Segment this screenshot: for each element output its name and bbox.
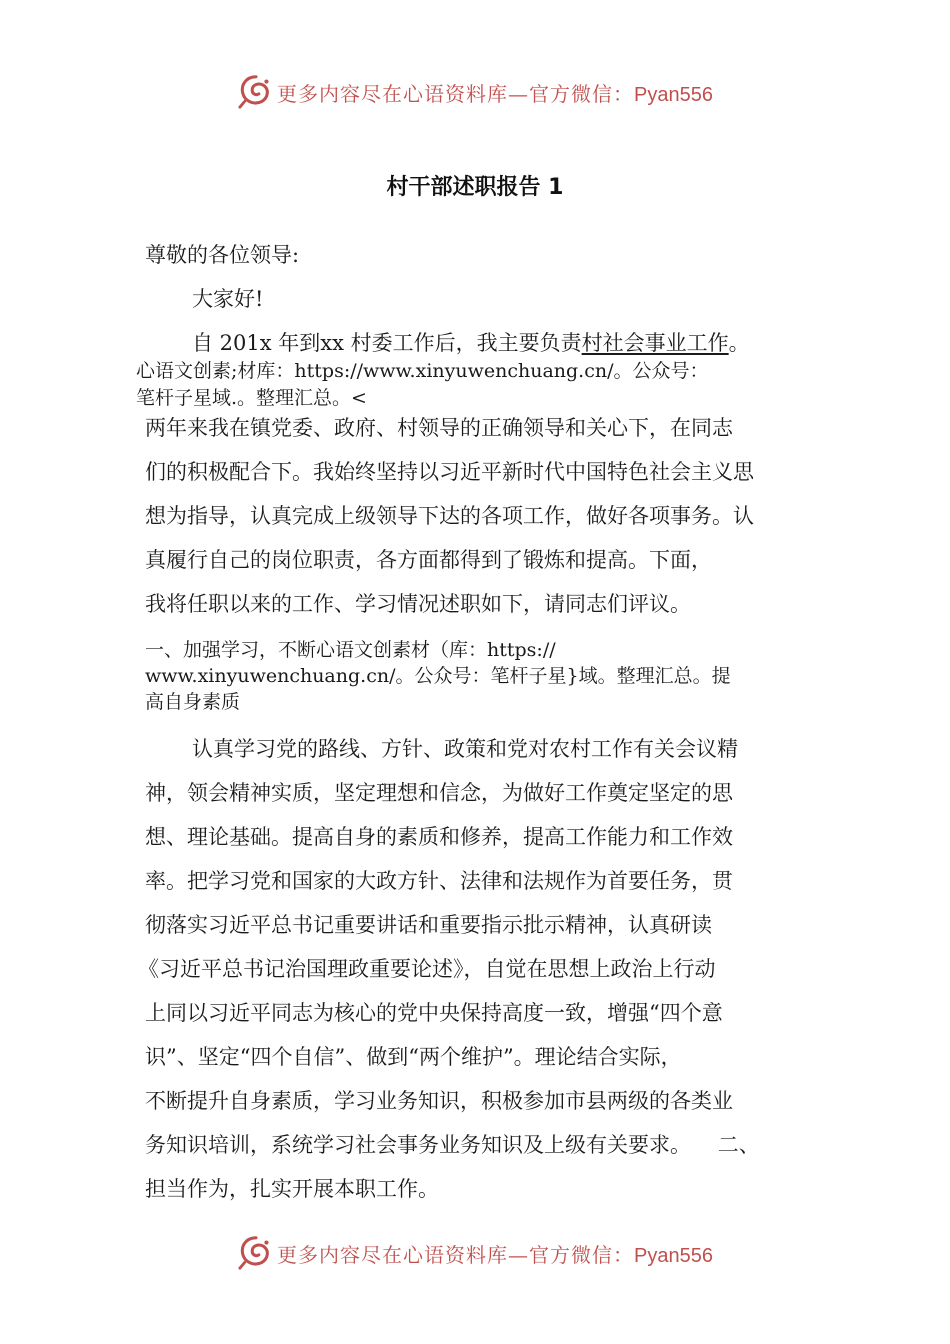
paragraph-line: 识”、坚定“四个自信”、做到“两个维护”。理论结合实际， — [145, 1045, 682, 1069]
paragraph-line: 率。把学习党和国家的大政方针、法律和法规作为首要任务，贯 — [145, 869, 733, 893]
hello-line: 大家好! — [192, 287, 264, 311]
paragraph-line: 《习近平总书记治国理政重要论述》，自觉在思想上政治上行动 — [138, 957, 716, 981]
section-heading-line: www.xinyuwenchuang.cn/。公众号：笔杆子星}域。整理汇总。提 — [145, 665, 731, 687]
paragraph-line: 不断提升自身素质，学习业务知识，积极参加市县两级的各类业 — [145, 1089, 733, 1113]
header-banner — [0, 72, 950, 112]
underlined-text: 村社会事业工作 — [581, 331, 729, 355]
document-title: 村干部述职报告 1 — [386, 175, 564, 200]
section-heading-line: 高自身素质 — [145, 691, 241, 713]
red-swirl-logo-icon — [237, 1234, 275, 1272]
banner-text: 更多内容尽在心语资料库—官方微信：Pyan556 — [277, 81, 713, 106]
paragraph-line: 务知识培训，系统学习社会事务业务知识及上级有关要求。 二、 — [145, 1133, 760, 1157]
paragraph-line: 上同以习近平同志为核心的党中央保持高度一致，增强“四个意 — [145, 1001, 723, 1025]
paragraph-line: 我将任职以来的工作、学习情况述职如下，请同志们评议。 — [145, 592, 691, 616]
footer-banner — [0, 1233, 950, 1273]
paragraph-line: 想、理论基础。提高自身的素质和修养，提高工作能力和工作效 — [145, 825, 733, 849]
banner-text: 更多内容尽在心语资料库—官方微信：Pyan556 — [277, 1242, 713, 1267]
paragraph-line: 两年来我在镇党委、政府、村领导的正确领导和关心下，在同志 — [145, 416, 733, 440]
paragraph-line: 彻落实习近平总书记重要讲话和重要指示批示精神，认真研读 — [145, 913, 712, 937]
paragraph-line: 认真学习党的路线、方针、政策和党对农村工作有关会议精 — [192, 737, 738, 761]
greeting: 尊敬的各位领导: — [145, 243, 300, 267]
intro-line-3: 笔杆子星域.。整理汇总。< — [136, 387, 367, 409]
intro-line-2: 心语文创素;材库：https://www.xinyuwenchuang.cn/。公众号： — [136, 360, 709, 382]
section-heading-line: 一、加强学习，不断心语文创素材（库：https:// — [145, 639, 556, 661]
intro-line-1: 自 201x 年到xx 村委工作后，我主要负责村社会事业工作。 — [192, 331, 750, 355]
paragraph-line: 想为指导，认真完成上级领导下达的各项工作，做好各项事务。认 — [145, 504, 754, 528]
paragraph-line: 神，领会精神实质，坚定理想和信念，为做好工作奠定坚定的思 — [145, 781, 733, 805]
paragraph-line: 担当作为，扎实开展本职工作。 — [145, 1177, 439, 1201]
red-swirl-logo-icon — [237, 73, 275, 111]
paragraph-line: 们的积极配合下。我始终坚持以习近平新时代中国特色社会主义思 — [145, 460, 754, 484]
paragraph-line: 真履行自己的岗位职责，各方面都得到了锻炼和提高。下面， — [145, 548, 712, 572]
